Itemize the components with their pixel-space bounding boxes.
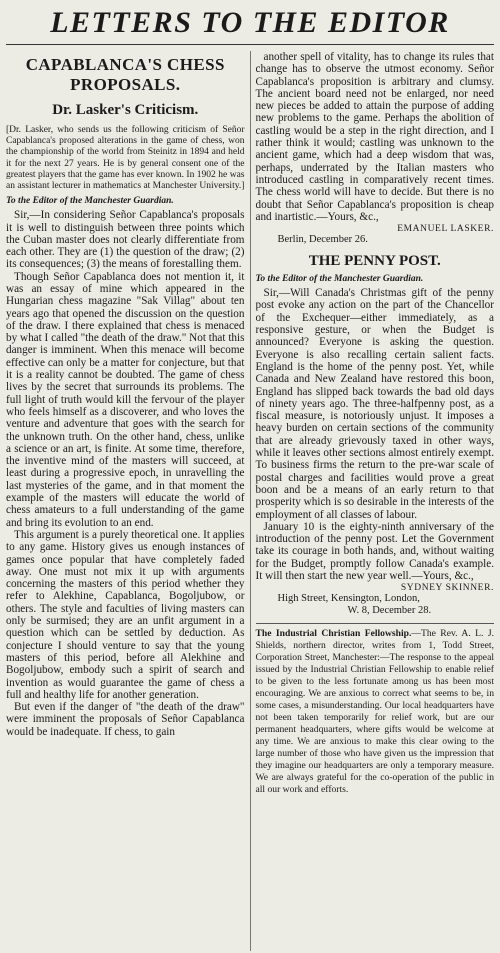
signature-lasker: EMANUEL LASKER. — [397, 224, 494, 235]
left-column — [6, 51, 250, 951]
address-kensington — [278, 593, 495, 617]
right-column — [250, 51, 495, 951]
headline-penny-post: THE PENNY POST. — [308, 253, 441, 270]
to-editor-line-2: To the Editor of the Manchester Guardian. — [255, 274, 424, 285]
signature-skinner: SYDNEY SKINNER. — [400, 583, 494, 594]
lasker-letter-body — [6, 209, 245, 738]
masthead: LETTERS TO THE EDITOR — [6, 4, 494, 45]
section-divider — [256, 623, 495, 624]
headline-chess: CAPABLANCA'S CHESS PROPOSALS. — [25, 55, 225, 94]
penny-post-letter-body — [256, 287, 495, 582]
fellowship-title: The Industrial Christian Fellowship. — [255, 628, 412, 640]
editor-intro: [Dr. Lasker, who sends us the following criticism of Señor Capablanca's proposed alterations in the game of chess, won the championship of the world from Steinitz in 1894 and held it for the next 27 years. He is by general consent one of the greatest players that the game has ever known. In 1902 he was an assistant lecturer in mathematics at Manchester University.] — [6, 125, 245, 192]
subhead-lasker: Dr. Lasker's Criticism. — [52, 102, 199, 118]
lasker-letter-continued — [256, 51, 495, 223]
address-line: W. 8, December 28. — [347, 605, 432, 617]
dateline-berlin — [278, 234, 495, 246]
paragraph: another spell of vitality, has to change its rules that change has to observe the utmost economy. Señor Capablanca's proposition is arbitrary and clumsy. The ancient board need not be enlarged, nor need new pieces be added to attain the purpose of adding new problems to the game. Perhaps the abolition of castling would be a step in the right direction, and I rather think it would; castling was unknown to the ancient game, which had a deep wisdom that was, perhaps, underrated by the Italian masters who introduced castling in comparatively recent times. The chess world will have to decide. But there is no doubt that Señor Capablanca's proposition is cheap and inartistic.—Yours, &c., — [255, 51, 494, 223]
fellowship-text: —The Rev. A. L. J. Shields, northern director, writes from 1, Todd Street, Corporation Street, Manchester:—The response to the appeal issued by the Industrial Christian Fellowship to enable relief to be given to the less fortunate among us has been most encouraging. We are anxious to correct what seems to be, in some cases, a misunderstanding. Our local headquarters have not been taken temporarily for relief work, but are our permanent headquarters, where gifts would be welcome at any time. We are anxious to make this clear owing to the large number of those who have given us the impression that they imagine our headquarters are only a temporary measure. We are always grateful for the co-operation of the public in all our work and efforts. — [255, 628, 494, 796]
to-editor-line: To the Editor of the Manchester Guardian. — [6, 196, 174, 207]
paragraph: This argument is a purely theoretical one. It applies to any game. History gives us enough instances of games once popular that have completely faded away. One must not mix it up with arguments concerning the masters of this period whether they refer to Alekhine, Capablanca, Bogoljubow, or others. The style and faculties of living masters can only be surmised; they are an unfit argument in a question which can be settled by deduction. As conjecture I should venture to say that the young masters of this period, before all Alekhine and Bogoljubow, embody such a spirit of search and invention as would guarantee the game of chess a full and healthy life for another generation. — [6, 528, 245, 701]
dateline-text: Berlin, December 26. — [277, 234, 368, 246]
columns — [6, 51, 494, 951]
paragraph: Sir,—Will Canada's Christmas gift of the penny post evoke any action on the part of the Chancellor of the Exchequer—either immediately, as a responsive gesture, or when the Budget is announced? Everyone is asking the question. Everyone is also recalling certain salient facts. England is the home of the penny post. Yet, while Canada and New Zealand have restored this boon, England has slipped back towards the bad old days of ninety years ago. The three-halfpenny post, as a fiscal measure, is notoriously unjust. It imposes a heavy burden on certain sections of the community that are already grievously taxed in other ways, while it leaves other sections almost entirely exempt. To business firms the return to the pre-war scale of postal charges and facilities would prove a great boon and be a means of an early return to that prosperity which is so desirable in the interests of the employment of all classes of labour. — [255, 287, 494, 521]
address-line: High Street, Kensington, London, — [277, 593, 420, 605]
paragraph: Sir,—In considering Señor Capablanca's proposals it is well to distinguish between three points which the Cuban master does not clearly differentiate from each other. They are (1) the question of the draw; (2) its consequences; (3) the means of forestalling them. — [6, 209, 245, 271]
paragraph: Though Señor Capablanca does not mention it, it was an essay of mine which appeared in the Hungarian chess magazine "Sak Villag" about ten years ago that opened the discussion on the question of the draw. I there explained that chess is menaced by what I called "the death of the draw." Not that this danger is imminent. When this menace will become effective can only be a matter for conjecture, but that it is a reality cannot be doubted. The game of chess lives by the secret that surrounds its problems. The full light of truth would kill the fervour of the player who feels himself as a discoverer, and who loves the venture and adventure that goes with the search for the unknown truth. On the other hand, chess, unlike a science or an art, is finite. At some time, therefore, the inventive mind of the masters will succeed, at least during a progressive epoch, in unravelling the last mysteries of the game, and in that moment the example of the masters will educate the world of chess amateurs to a full understanding of the game and bring its evolution to an end. — [6, 270, 245, 529]
paragraph: January 10 is the eighty-ninth anniversary of the introduction of the penny post. Let the Government take its courage in both hands, and, without waiting for the Budget, promptly follow Canada's example. It will then start the new year well.—Yours, &c., — [255, 520, 494, 582]
fellowship-notice — [256, 628, 495, 796]
paragraph: But even if the danger of "the death of the draw" were imminent the proposals of Señor Capablanca would be inadequate. If chess, to gain — [6, 701, 245, 738]
